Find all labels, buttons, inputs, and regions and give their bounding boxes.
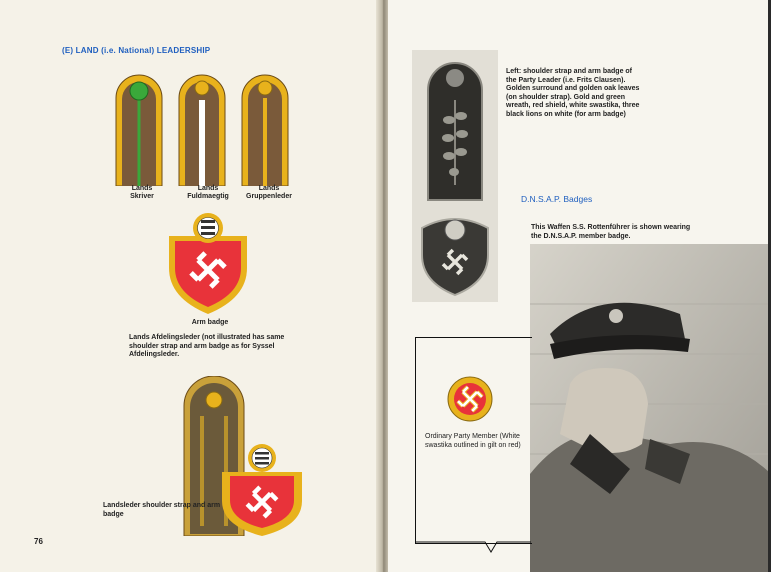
strap-lands-skriver xyxy=(116,75,162,186)
arm-badge-illustration xyxy=(165,208,251,316)
member-badge-caption: Ordinary Party Member (White swastika outlined in gilt on red) xyxy=(425,433,521,449)
soldier-photo xyxy=(530,244,771,572)
landsleder-caption: Landsleder shoulder strap and arm badge xyxy=(103,502,221,518)
section-heading: (E) LAND (i.e. National) LEADERSHIP xyxy=(62,46,211,55)
rottenfuehrer-caption: This Waffen S.S. Rottenführer is shown wearing the D.N.S.A.P. member badge. xyxy=(531,224,691,240)
frame-pointer xyxy=(415,530,545,554)
arm-badge-caption: Arm badge xyxy=(191,319,229,326)
afdelingsleder-note: Lands Afdelingsleder (not illustrated has same shoulder strap and arm badge as for Syssel Afdelingsleder. xyxy=(129,334,285,358)
left-page xyxy=(0,0,383,572)
strap-lands-gruppenleder xyxy=(242,75,288,186)
page-number: 76 xyxy=(34,537,43,546)
party-member-badge xyxy=(447,376,493,422)
strap-label-3: Lands Gruppenleder xyxy=(246,185,292,200)
strap-label-1: Lands Skriver xyxy=(130,185,154,200)
dnsap-badges-title: D.N.S.A.P. Badges xyxy=(521,194,593,204)
strap-label-2: Lands Fuldmaegtig xyxy=(187,185,229,200)
strap-lands-fuldmaegtig xyxy=(179,75,225,186)
shoulder-straps-illustration xyxy=(112,68,292,186)
party-leader-caption: Left: shoulder strap and arm badge of the Party Leader (i.e. Frits Clausen). Golden surround and golden oak leaves (on shoulder strap). Gold and green wreath, red shield, white swastika, three black lions on white (for arm badge) xyxy=(506,68,640,118)
right-page xyxy=(388,0,771,572)
party-leader-photo xyxy=(412,50,498,302)
